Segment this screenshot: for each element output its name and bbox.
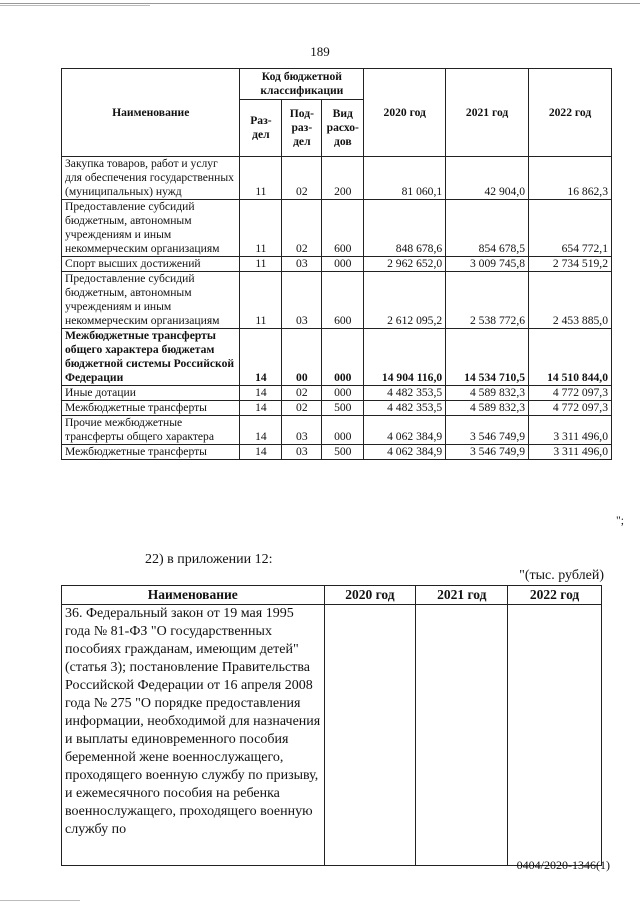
- row-2022: 654 772,1: [529, 200, 612, 257]
- row-vid: 500: [322, 445, 364, 460]
- row-2020: 4 062 384,9: [364, 416, 446, 445]
- row-2021: 14 534 710,5: [446, 329, 529, 386]
- row-razdel: 11: [240, 272, 282, 329]
- row-2021: 3 546 749,9: [446, 445, 529, 460]
- appendix-header-name: Наименование: [62, 586, 325, 605]
- row-vid: 600: [322, 200, 364, 257]
- row-2021: 2 538 772,6: [446, 272, 529, 329]
- appendix-header-2020: 2020 год: [324, 586, 416, 605]
- row-2020: 4 482 353,5: [364, 401, 446, 416]
- row-2021: 3 009 745,8: [446, 257, 529, 272]
- row-2020: 14 904 116,0: [364, 329, 446, 386]
- row-podrazdel: 00: [282, 329, 322, 386]
- row-podrazdel: 03: [282, 257, 322, 272]
- row-name: Предоставление субсидий бюджетным, автономным учреждениям и иным некоммерческим организациям: [62, 200, 240, 257]
- header-vid: Вид расхо-дов: [322, 100, 364, 157]
- row-2020: 4 482 353,5: [364, 386, 446, 401]
- table-row: [62, 329, 612, 386]
- row-2021: 4 589 832,3: [446, 401, 529, 416]
- header-name: Наименование: [62, 69, 240, 157]
- row-2022: 2 734 519,2: [529, 257, 612, 272]
- row-2022: 3 311 496,0: [529, 445, 612, 460]
- row-2020: 848 678,6: [364, 200, 446, 257]
- appendix-header-2021: 2021 год: [416, 586, 508, 605]
- row-name: Межбюджетные трансферты: [62, 445, 240, 460]
- row-razdel: 14: [240, 445, 282, 460]
- row-2021: 4 589 832,3: [446, 386, 529, 401]
- row-podrazdel: 02: [282, 157, 322, 200]
- row-podrazdel: 02: [282, 386, 322, 401]
- row-2021: 3 546 749,9: [446, 416, 529, 445]
- table-row: [62, 416, 612, 445]
- table-row: [62, 401, 612, 416]
- row-podrazdel: 03: [282, 272, 322, 329]
- document-code: 0404/2020-1346(1): [516, 858, 610, 872]
- table-row: [62, 445, 612, 460]
- header-2021: 2021 год: [446, 69, 529, 157]
- budget-table-header-row: [62, 69, 612, 100]
- appendix-row-2022: [508, 605, 602, 866]
- row-2022: 14 510 844,0: [529, 329, 612, 386]
- row-podrazdel: 02: [282, 401, 322, 416]
- row-2022: 4 772 097,3: [529, 401, 612, 416]
- row-2022: 4 772 097,3: [529, 386, 612, 401]
- header-2022: 2022 год: [529, 69, 612, 157]
- row-2020: 4 062 384,9: [364, 445, 446, 460]
- row-razdel: 11: [240, 157, 282, 200]
- header-razdel: Раз-дел: [240, 100, 282, 157]
- units-note: "(тыс. рублей): [519, 568, 604, 583]
- table-row: [62, 157, 612, 200]
- row-name: Прочие межбюджетные трансферты общего характера: [62, 416, 240, 445]
- budget-table: [61, 68, 612, 460]
- table-row: [62, 200, 612, 257]
- row-razdel: 11: [240, 200, 282, 257]
- row-2020: 81 060,1: [364, 157, 446, 200]
- page-number: 189: [310, 44, 330, 59]
- row-name: Предоставление субсидий бюджетным, автономным учреждениям и иным некоммерческим организациям: [62, 272, 240, 329]
- row-vid: 000: [322, 386, 364, 401]
- appendix-row-2020: [324, 605, 416, 866]
- row-razdel: 11: [240, 257, 282, 272]
- row-2020: 2 612 095,2: [364, 272, 446, 329]
- row-2020: 2 962 652,0: [364, 257, 446, 272]
- appendix-header-2022: 2022 год: [508, 586, 602, 605]
- header-podrazdel: Под-раз-дел: [282, 100, 322, 157]
- row-2021: 42 904,0: [446, 157, 529, 200]
- row-name: Межбюджетные трансферты общего характера бюджетам бюджетной системы Российской Федерации: [62, 329, 240, 386]
- row-razdel: 14: [240, 401, 282, 416]
- row-name: Иные дотации: [62, 386, 240, 401]
- header-2020: 2020 год: [364, 69, 446, 157]
- row-2022: 16 862,3: [529, 157, 612, 200]
- row-vid: 000: [322, 416, 364, 445]
- appendix-row-text: 36. Федеральный закон от 19 мая 1995 года № 81-ФЗ "О государственных пособиях гражданам, имеющим детей" (статья 3); постановление Правительства Российской Федерации от 16 апреля 2008 года № 275 "О порядке предоставления информации, необходимой для назначения и выплаты единовременного пособия беременной жене военнослужащего, проходящего военную службу по призыву, и ежемесячного пособия на ребенка военнослужащего, проходящего военную службу по: [62, 605, 325, 866]
- row-2021: 854 678,5: [446, 200, 529, 257]
- row-vid: 600: [322, 272, 364, 329]
- table-closing-mark: ";: [616, 514, 624, 527]
- row-podrazdel: 03: [282, 445, 322, 460]
- row-razdel: 14: [240, 329, 282, 386]
- bottom-rule: [0, 900, 80, 901]
- row-name: Межбюджетные трансферты: [62, 401, 240, 416]
- table-row: [62, 272, 612, 329]
- row-vid: 500: [322, 401, 364, 416]
- appendix-row-2021: [416, 605, 508, 866]
- table-row: [62, 257, 612, 272]
- table-row: [62, 386, 612, 401]
- row-name: Закупка товаров, работ и услуг для обеспечения государственных (муниципальных) нужд: [62, 157, 240, 200]
- appendix-table: [61, 585, 602, 866]
- appendix-row: [62, 605, 602, 866]
- row-2022: 3 311 496,0: [529, 416, 612, 445]
- row-podrazdel: 02: [282, 200, 322, 257]
- header-code-group: Код бюджетной классификации: [240, 69, 364, 100]
- row-podrazdel: 03: [282, 416, 322, 445]
- row-razdel: 14: [240, 416, 282, 445]
- top-rule: [0, 3, 640, 4]
- row-razdel: 14: [240, 386, 282, 401]
- row-vid: 000: [322, 257, 364, 272]
- row-2022: 2 453 885,0: [529, 272, 612, 329]
- row-name: Спорт высших достижений: [62, 257, 240, 272]
- appendix-header-row: [62, 586, 602, 605]
- top-rule-accent: [0, 5, 150, 6]
- row-vid: 000: [322, 329, 364, 386]
- section-intro: 22) в приложении 12:: [145, 552, 273, 567]
- row-vid: 200: [322, 157, 364, 200]
